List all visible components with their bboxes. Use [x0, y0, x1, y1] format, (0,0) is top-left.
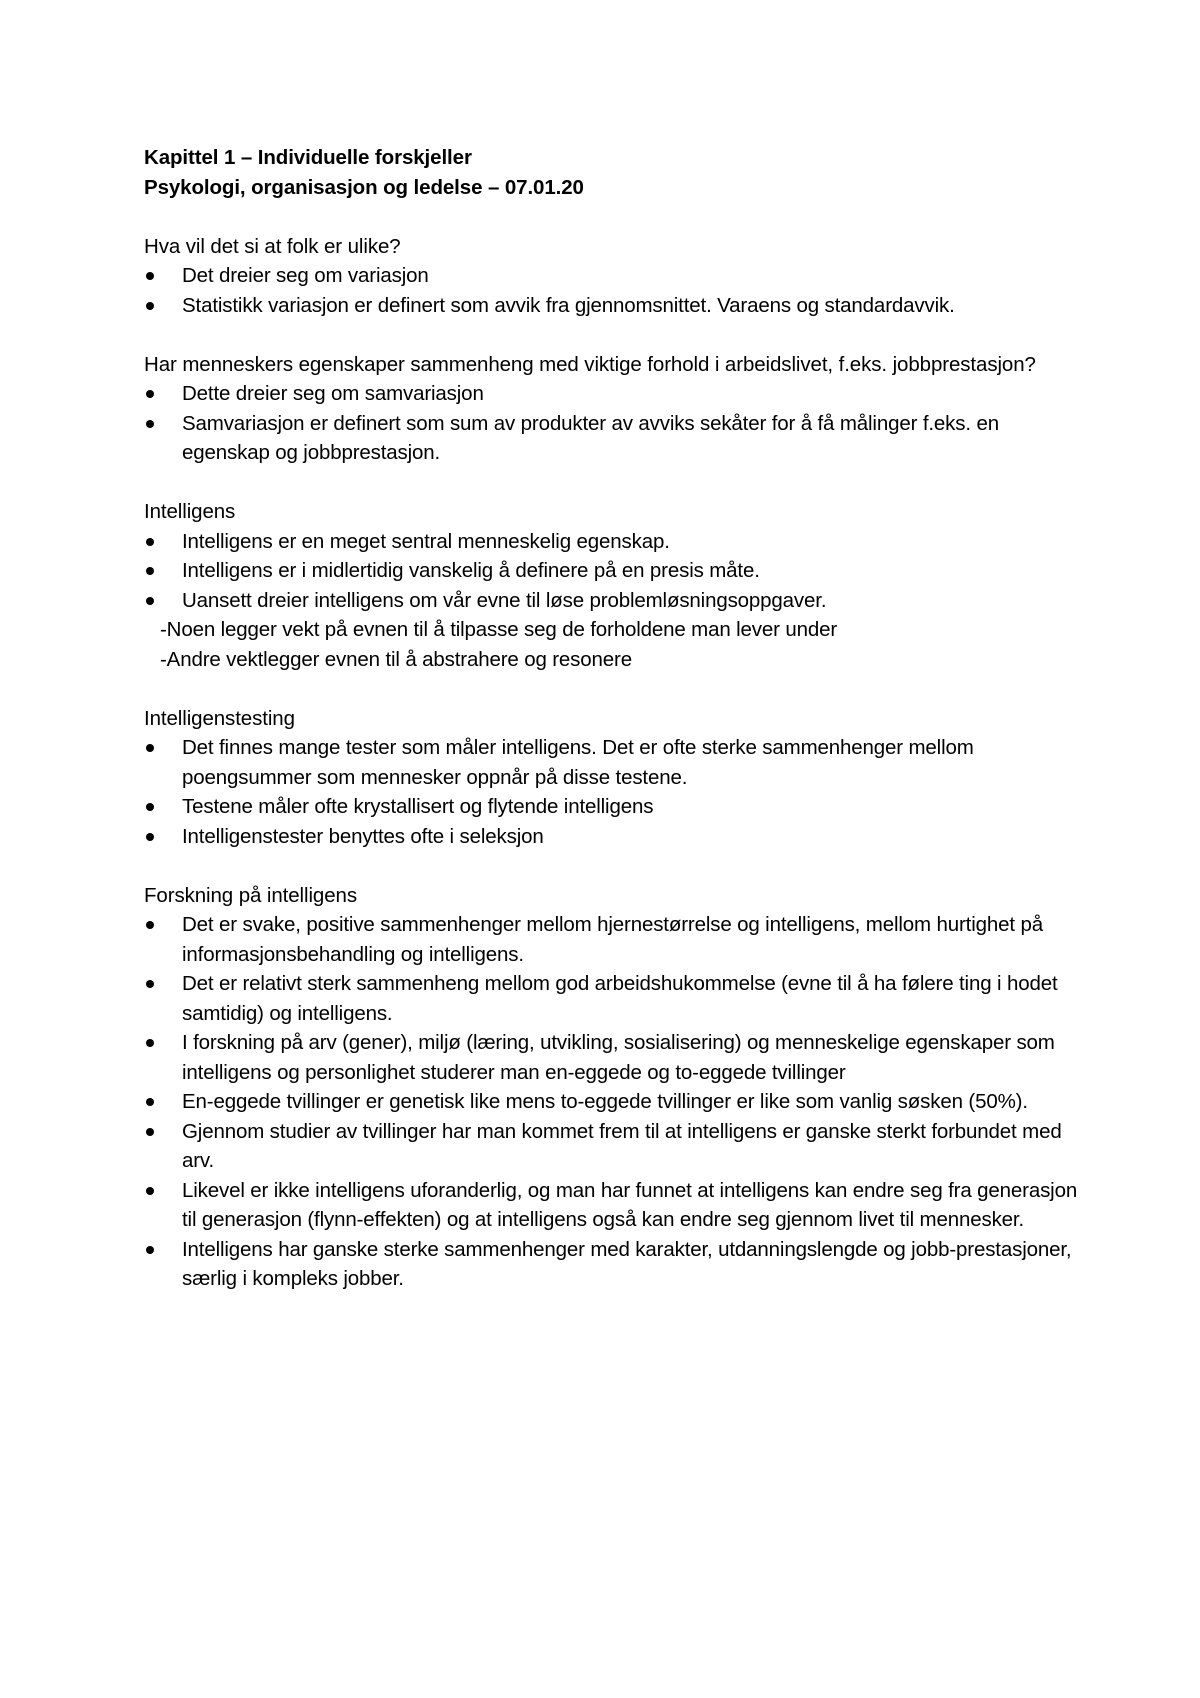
bullet-item: Det dreier seg om variasjon — [144, 261, 1084, 291]
bullet-item: Intelligens er i midlertidig vanskelig å definere på en presis måte. — [144, 556, 1084, 586]
section-intelligenstesting — [144, 704, 1084, 852]
bullet-list — [144, 527, 1084, 616]
bullet-item: Intelligens er en meget sentral menneskelig egenskap. — [144, 527, 1084, 557]
section-heading: Intelligenstesting — [144, 706, 295, 730]
bullet-item: Testene måler ofte krystallisert og flytende intelligens — [144, 792, 1084, 822]
section-heading: Forskning på intelligens — [144, 883, 357, 907]
sub-point: -Andre vektlegger evnen til å abstrahere og resonere — [160, 647, 632, 671]
section-samvariasjon — [144, 350, 1084, 468]
bullet-item: Det er svake, positive sammenhenger mellom hjernestørrelse og intelligens, mellom hurtighet på informasjonsbehandling og intelligens. — [144, 910, 1084, 969]
bullet-item: Det finnes mange tester som måler intelligens. Det er ofte sterke sammenhenger mellom poengsummer som mennesker oppnår på disse testene. — [144, 733, 1084, 792]
bullet-item: Gjennom studier av tvillinger har man kommet frem til at intelligens er ganske sterkt forbundet med arv. — [144, 1117, 1084, 1176]
section-forskning — [144, 881, 1084, 1294]
section-ulike — [144, 232, 1084, 321]
document-subtitle: Psykologi, organisasjon og ledelse – 07.01.20 — [144, 175, 584, 199]
bullet-list — [144, 379, 1084, 468]
bullet-item: En-eggede tvillinger er genetisk like mens to-eggede tvillinger er like som vanlig søsken (50%). — [144, 1087, 1084, 1117]
bullet-item: Intelligens har ganske sterke sammenhenger med karakter, utdanningslengde og jobb-prestasjoner, særlig i kompleks jobber. — [144, 1235, 1084, 1294]
bullet-item: Likevel er ikke intelligens uforanderlig, og man har funnet at intelligens kan endre seg fra generasjon til generasjon (flynn-effekten) og at intelligens også kan endre seg gjennom livet til mennesker. — [144, 1176, 1084, 1235]
bullet-list — [144, 261, 1084, 320]
document-title: Kapittel 1 – Individuelle forskjeller — [144, 146, 472, 169]
bullet-item: Intelligenstester benyttes ofte i seleksjon — [144, 822, 1084, 852]
section-intelligens — [144, 497, 1084, 674]
bullet-item: Statistikk variasjon er definert som avvik fra gjennomsnittet. Varaens og standardavvik. — [144, 291, 1084, 321]
bullet-item: Det er relativt sterk sammenheng mellom god arbeidshukommelse (evne til å ha følere ting i hodet samtidig) og intelligens. — [144, 969, 1084, 1028]
section-heading: Intelligens — [144, 500, 236, 523]
bullet-item: I forskning på arv (gener), miljø (læring, utvikling, sosialisering) og menneskelige egenskaper som intelligens og personlighet studerer man en-eggede og to-eggede tvillinger — [144, 1028, 1084, 1087]
bullet-list — [144, 910, 1084, 1294]
bullet-list — [144, 733, 1084, 851]
bullet-item: Uansett dreier intelligens om vår evne til løse problemløsningsoppgaver. — [144, 586, 1084, 616]
bullet-item: Dette dreier seg om samvariasjon — [144, 379, 1084, 409]
section-heading: Har menneskers egenskaper sammenheng med viktige forhold i arbeidslivet, f.eks. jobbprestasjon? — [144, 352, 1036, 376]
bullet-item: Samvariasjon er definert som sum av produkter av avviks sekåter for å få målinger f.eks. en egenskap og jobbprestasjon. — [144, 409, 1084, 468]
document-page — [144, 143, 1084, 1294]
sub-point: -Noen legger vekt på evnen til å tilpasse seg de forholdene man lever under — [160, 618, 838, 641]
section-heading: Hva vil det si at folk er ulike? — [144, 234, 401, 258]
